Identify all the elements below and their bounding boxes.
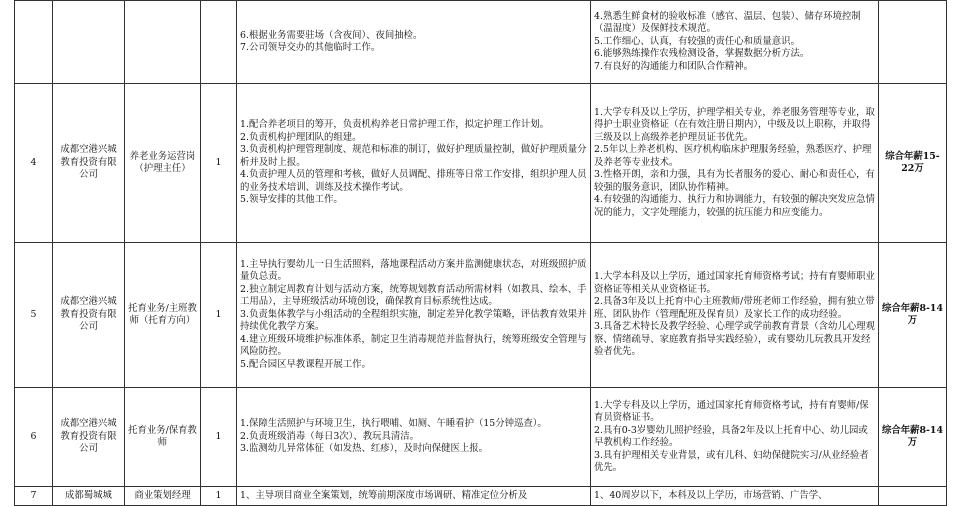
row-number: 5 bbox=[15, 243, 53, 388]
responsibility-item: 7.公司领导交办的其他临时工作。 bbox=[240, 42, 381, 53]
requirement-item: 6.能够熟练操作农残检测设备，掌握数据分析方法。 bbox=[594, 48, 810, 60]
requirement-item: 2.5年以上养老机构、医疗机构临床护理服务经验，熟悉医疗、护理及养老等专业技术。 bbox=[594, 144, 872, 168]
responsibility-item: 3.负责机构护理管理制度、规范和标准的制订，做好护理质量控制，做好护理质量分析并及时上报。 bbox=[240, 144, 587, 168]
company-name: 成都空港兴城教育投资有限公司 bbox=[53, 243, 125, 388]
position-name: 托育业务/保育教师 bbox=[125, 388, 201, 487]
requirement-item: 7.有良好的沟通能力和团队合作精神。 bbox=[594, 60, 753, 72]
responsibilities-cell bbox=[237, 243, 591, 388]
table-row bbox=[15, 243, 947, 388]
responsibility-item: 3.负责集体教学与小组活动的全程组织实施，制定差异化教学策略，评估教育效果并持续优化教学方案。 bbox=[240, 308, 587, 333]
position-name: 养老业务运营岗（护理主任） bbox=[125, 84, 201, 243]
responsibility-item: 4.建立班级环境维护标准体系，制定卫生消毒规范并监督执行，统筹班级安全管理与风险防控。 bbox=[240, 333, 587, 358]
requirement-item: 5.工作细心、认真，有较强的责任心和质量意识。 bbox=[594, 35, 800, 47]
responsibility-item: 1.主导执行婴幼儿一日生活照料，落地课程活动方案并监测健康状态，对班级照护质量负总责。 bbox=[240, 258, 587, 283]
responsibility-item: 1.配合养老项目的筹开，负责机构养老日常护理工作，拟定护理工作计划。 bbox=[240, 119, 549, 131]
responsibilities-cell bbox=[237, 1, 591, 84]
responsibility-item: 6.根据业务需要驻场（含夜间）、夜间抽检。 bbox=[240, 29, 423, 41]
salary bbox=[879, 1, 947, 84]
requirements-cell bbox=[591, 1, 879, 84]
responsibility-item: 2.独立制定周教育计划与活动方案，统筹规划教育活动所需材料（如教具、绘本、手工用品），主导班级活动环境创设，确保教育目标系统性达成。 bbox=[240, 283, 587, 308]
company-name: 成都空港兴城教育投资有限公司 bbox=[53, 84, 125, 243]
requirement-item: 2.具备3年及以上托育中心主班教师/带班老师工作经验，拥有独立带班、团队协作（管理配班及保育员）及家长工作的成功经验。 bbox=[594, 296, 875, 320]
table-row bbox=[15, 487, 947, 506]
headcount: 1 bbox=[201, 487, 237, 506]
headcount bbox=[201, 1, 237, 84]
requirement-item: 3.性格开朗，亲和力强，具有为长者服务的爱心、耐心和责任心，有较强的服务意识，团队协作精神。 bbox=[594, 169, 875, 193]
responsibility-item: 1、主导项目商业全案策划，统筹前期深度市场调研、精准定位分析及 bbox=[240, 489, 528, 501]
responsibilities-cell bbox=[237, 388, 591, 487]
requirements-cell bbox=[591, 487, 879, 506]
requirement-item: 3.具有护理相关专业背景，或有儿科、妇幼保健院实习/从业经验者优先。 bbox=[594, 449, 869, 473]
responsibility-item: 5.领导安排的其他工作。 bbox=[240, 194, 343, 206]
company-name: 成都空港兴城教育投资有限公司 bbox=[53, 388, 125, 487]
table-row bbox=[15, 1, 947, 84]
responsibilities-cell bbox=[237, 84, 591, 243]
requirement-item: 1.大学专科及以上学历，通过国家托育师资格考试，持有育婴师/保育员资格证书。 bbox=[594, 399, 869, 423]
row-number: 4 bbox=[15, 84, 53, 243]
requirement-item: 3.具备艺术特长及教学经验、心理学或学前教育背景（含幼儿心理观察、情绪疏导、家庭教育指导实践经验），或有婴幼儿玩教具开发经验者优先。 bbox=[594, 321, 875, 358]
requirement-item: 2.具有0-3岁婴幼儿照护经验，具备2年及以上托育中心、幼儿园或早教机构工作经验。 bbox=[594, 424, 868, 448]
headcount: 1 bbox=[201, 388, 237, 487]
headcount: 1 bbox=[201, 243, 237, 388]
responsibility-item: 3.监测幼儿异常体征（如发热、红疹），及时向保健医上报。 bbox=[240, 443, 489, 455]
table-row bbox=[15, 388, 947, 487]
headcount: 1 bbox=[201, 84, 237, 243]
requirement-item: 4.熟悉生鲜食材的验收标准（感官、温层、包装）、储存环境控制（温湿度）及保鲜技术规范。 bbox=[594, 10, 861, 35]
row-number: 7 bbox=[15, 487, 53, 506]
requirement-item: 1、40周岁以下，本科及以上学历，市场营销、广告学、 bbox=[594, 489, 828, 501]
company-name bbox=[53, 1, 125, 84]
requirements-cell bbox=[591, 84, 879, 243]
position-name bbox=[125, 1, 201, 84]
responsibility-item: 2.负责机构护理团队的组建。 bbox=[240, 131, 362, 143]
requirement-item: 1.大学专科及以上学历，护理学相关专业，养老服务管理等专业，取得护士职业资格证（在有效注册日期内），中级及以上职称，并取得三级及以上高级养老护理员证书优先。 bbox=[594, 106, 875, 143]
responsibility-item: 4.负责护理人员的管理和考核，做好人员调配、排班等日常工作安排，组织护理人员的业务技术培训、训练及技术操作考试。 bbox=[240, 169, 587, 193]
requirement-item: 4.有较强的沟通能力、执行力和协调能力，有较强的解决突发应急情况的能力，文字处理能力，较强的抗压能力和应变能力。 bbox=[594, 194, 875, 218]
requirements-cell bbox=[591, 388, 879, 487]
requirement-item: 1.大学本科及以上学历，通过国家托育师资格考试；持有育婴师职业资格证等相关从业资格证书。 bbox=[594, 271, 875, 295]
recruitment-table bbox=[14, 0, 947, 506]
table-row bbox=[15, 84, 947, 243]
salary: 综合年薪8-14万 bbox=[879, 243, 947, 388]
responsibility-item: 1.保障生活照护与环境卫生，执行喂哺、如厕、午睡看护（15分钟巡查）。 bbox=[240, 418, 547, 430]
position-name: 商业策划经理 bbox=[125, 487, 201, 506]
salary: 综合年薪15-22万 bbox=[879, 84, 947, 243]
responsibility-item: 5.配合园区早教课程开展工作。 bbox=[240, 358, 371, 370]
salary: 综合年薪8-14万 bbox=[879, 388, 947, 487]
responsibilities-cell bbox=[237, 487, 591, 506]
row-number: 6 bbox=[15, 388, 53, 487]
company-name: 成都蜀城城 bbox=[53, 487, 125, 506]
responsibility-item: 2.负责班级消毒（每日3次）、教玩具清洁。 bbox=[240, 430, 419, 442]
position-name: 托育业务/主班教师（托育方向） bbox=[125, 243, 201, 388]
row-number bbox=[15, 1, 53, 84]
salary bbox=[879, 487, 947, 506]
requirements-cell bbox=[591, 243, 879, 388]
